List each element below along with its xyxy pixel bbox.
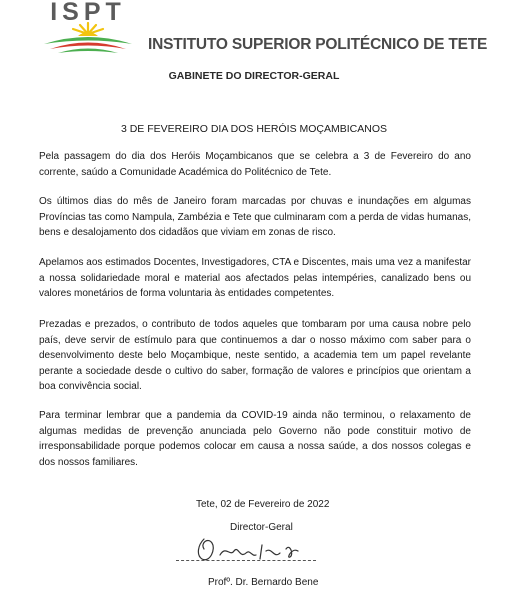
sunrise-emblem-icon [38,20,138,56]
institution-logo [38,2,138,56]
office-heading: GABINETE DO DIRECTOR-GERAL [168,70,340,82]
document-title: 3 DE FEVEREIRO DIA DOS HERÓIS MOÇAMBICANOS [120,123,388,135]
paragraph: Apelamos aos estimados Docentes, Investigadores, CTA e Discentes, mais uma vez a manifestar a nossa solidariedade moral e material aos afectados pelas intempéries, canalizado bens ou valores monetários de forma voluntaria às entidades competentes. [39,257,471,299]
handwritten-signature [182,535,322,563]
paragraph: Os últimos dias do mês de Janeiro foram marcadas por chuvas e inundações em algumas Províncias tas como Nampula, Zambézia e Tete que culminaram com a perda de vidas humanas, bens e desalojamento dos cidadãos que viviam em zonas de risco. [39,196,471,238]
paragraph: Pela passagem do dia dos Heróis Moçambicanos que se celebra a 3 de Fevereiro do ano corrente, saúdo a Comunidade Académica do Politécnico de Tete. [39,151,471,178]
letterhead [0,0,508,60]
signatory-role: Director-Geral [230,522,293,533]
logo-text: ISPT [50,0,126,26]
signature-line [176,560,316,561]
paragraph: Para terminar lembrar que a pandemia da COVID-19 ainda não terminou, o relaxamento de algumas medidas de prevenção anunciada pelo Governo não pode constituir motivo de irresponsabilidade porque podemos colocar em causa a nossa saúde, a dos nossos colegas e dos nossos familiares. [39,410,471,468]
signatory-name: Profº. Dr. Bernardo Bene [208,577,319,588]
institution-name: INSTITUTO SUPERIOR POLITÉCNICO DE TETE [148,36,488,53]
paragraph: Prezadas e prezados, o contributo de todos aqueles que tombaram por uma causa nobre pelo país, deve servir de estímulo para que continuemos a dar o nosso máximo com saber para o desenvolvimento deste belo Moçambique, neste sentido, a academia tem um papel revelante perante a sociedade desde o cultivo do saber, formação de valores e princípios que orientam a boa convivência social. [39,319,471,392]
place-and-date: Tete, 02 de Fevereiro de 2022 [196,499,330,510]
